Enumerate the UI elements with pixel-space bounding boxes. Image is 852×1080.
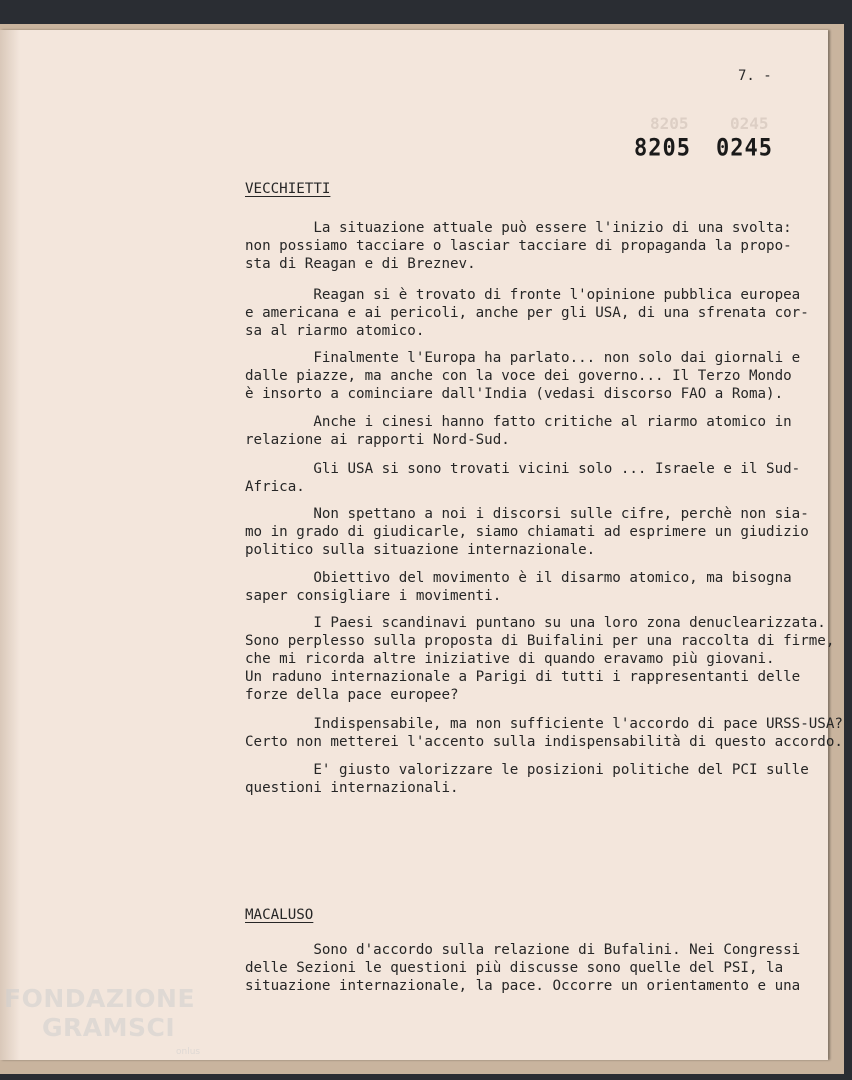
paragraph: Finalmente l'Europa ha parlato... non solo dai giornali dalle piazze, ma anche con la voce dei governo... Il Terzo Mondo è insorto a cominciare dall'India (vedasi discorso FAO a Roma).: [245, 350, 792, 402]
paragraph: Indispensabile, ma non sufficiente l'accordo di pace Certo non metterei l'accento sulla indispensabilità di questo: [245, 716, 767, 750]
fondazione-gramsci-watermark: [4, 984, 201, 1057]
paragraph: Reagan si è trovato di fronte l'opinione pubblica europea e americana e ai pericoli, anche per gli USA, di una sfrenata sa al riarmo atomico.: [245, 287, 801, 339]
paragraph: E' giusto valorizzare le posizioni politiche del PCI questioni internazionali.: [245, 762, 758, 796]
paragraph: Sono d'accordo sulla relazione di Bufalini. Nei Congressi delle Sezioni le questioni più discusse sono quelle del PSI, la situazione internazionale, la pace. Occorre un orientamento e: [245, 942, 801, 994]
paragraph: La situazione attuale può essere l'inizio di una svolta: non possiamo tacciare o lasciar tacciare di propaganda la propo- sta di Reagan e di Breznev.: [245, 220, 792, 272]
speaker-heading: MACALUSO: [245, 907, 314, 923]
paragraph: Anche i cinesi hanno fatto critiche al riarmo atomico in relazione ai rapporti Nord-Sud.: [245, 414, 792, 448]
archive-stamp-number: 8205: [634, 134, 691, 163]
speaker-heading: VECCHIETTI: [245, 181, 331, 197]
watermark-line: onlus: [176, 1047, 201, 1057]
paragraph: I Paesi scandinavi puntano su una loro zona denuclearizzata. Sono perplesso sulla proposta di Buifalini per una raccolta di che mi ricorda altre iniziative di quando eravamo più giovani. Un raduno internazionale a Parigi di tutti i rappresentanti delle forze della pace europee?: [245, 615, 826, 703]
watermark-line: GRAMSCI: [42, 1013, 176, 1042]
paragraph: Gli USA si sono trovati vicini solo ... Israele e il Sud- Africa.: [245, 461, 801, 495]
watermark-line: FONDAZIONE: [4, 984, 196, 1013]
archive-stamp-number: 0245: [716, 134, 773, 163]
bleed-through-stamp: 0245: [730, 114, 769, 133]
paragraph: Non spettano a noi i discorsi sulle cifre, perchè non mo in grado di giudicarle, siamo chiamati ad esprimere un giudizio politico sulla situazione internazionale.: [245, 506, 809, 558]
bleed-through-stamp: 8205: [650, 114, 689, 133]
page-binding-shadow: [0, 30, 20, 1060]
paragraph: Obiettivo del movimento è il disarmo atomico, ma bisogna saper consigliare i movimenti.: [245, 570, 792, 604]
page-number: 7. -: [738, 68, 772, 84]
